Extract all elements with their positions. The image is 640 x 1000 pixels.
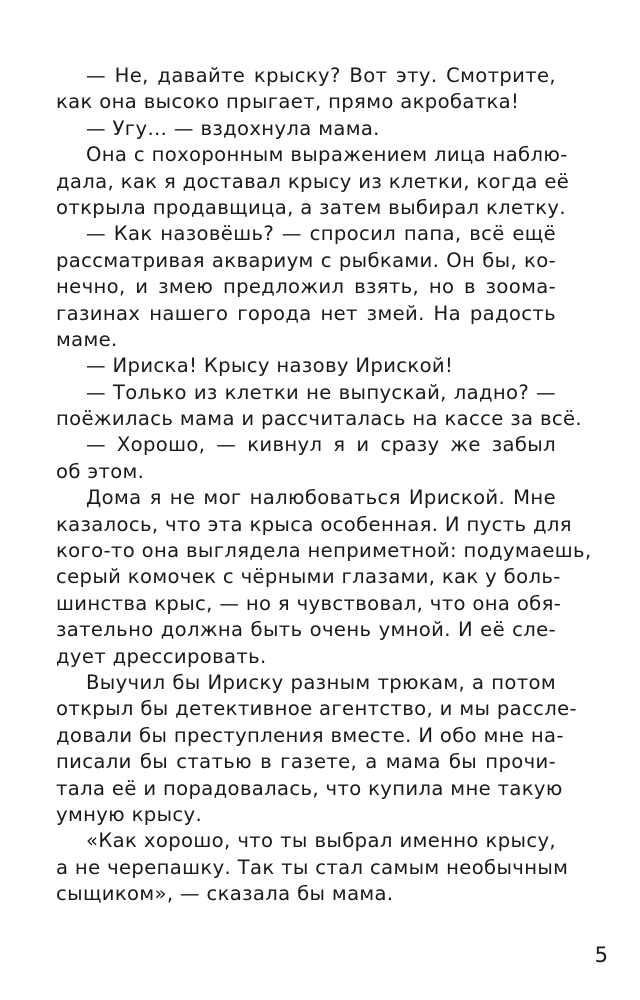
text-line: Она с похоронным выражением лица наблю- [86,143,568,167]
text-line: сыщиком», — сказала бы мама. [56,882,394,906]
text-line: дует дрессировать. [56,644,267,668]
page-number: 5 [594,943,608,967]
text-line: поёжилась мама и рассчиталась на кассе за всё. [56,407,582,431]
text-line: Дома я не мог налюбоваться Ириской. Мне [86,486,556,510]
text-line: писали бы статью в газете, а мама бы прочи- [56,750,556,774]
text-line: зательно должна быть очень умной. И её сле- [56,618,556,642]
text-line: — Хорошо, — кивнул я и сразу же забыл [86,433,556,457]
text-line: Выучил бы Ириску разным трюкам, а потом [86,670,556,694]
text-line: казалось, что эта крыса особенная. И пусть для [56,512,572,536]
text-line: «Как хорошо, что ты выбрал именно крысу, [86,829,556,853]
text-line: серый комочек с чёрными глазами, как у боль- [56,565,561,589]
text-line: кого-то она выглядела неприметной: подумаешь, [56,539,592,563]
body-text [56,63,592,908]
text-line: шинства крыс, — но я чувствовал, что она обя- [56,591,562,615]
text-line: рассматривая аквариум с рыбками. Он бы, ко- [56,248,556,272]
text-line: открыл бы детективное агентство, и мы рассле- [56,697,577,721]
text-line: — Как назовёшь? — спросил папа, всё ещё [86,222,556,246]
text-line: маме. [56,327,118,351]
text-line: — Ириска! Крысу назову Ириской! [86,354,454,378]
text-line: как она высоко прыгает, прямо акробатка! [56,90,520,114]
text-line: умную крысу. [56,802,203,826]
text-line: довали бы преступления вместе. И обо мне на- [56,723,564,747]
text-line: а не черепашку. Так ты стал самым необычным [56,855,569,879]
text-line: нечно, и змею предложил взять, но в зоома- [56,275,556,299]
text-line: — Только из клетки не выпускай, ладно? — [86,380,556,404]
text-line: об этом. [56,459,145,483]
text-line: газинах нашего города нет змей. На радость [56,301,556,325]
text-line: тала её и порадовалась, что купила мне такую [56,776,563,800]
text-line: дала, как я доставал крысу из клетки, когда её [56,169,570,193]
text-line: открыла продавщица, а затем выбирал клетку. [56,195,566,219]
text-line: — Не, давайте крыску? Вот эту. Смотрите, [86,64,556,87]
text-line: — Угу… — вздохнула мама. [86,116,380,140]
